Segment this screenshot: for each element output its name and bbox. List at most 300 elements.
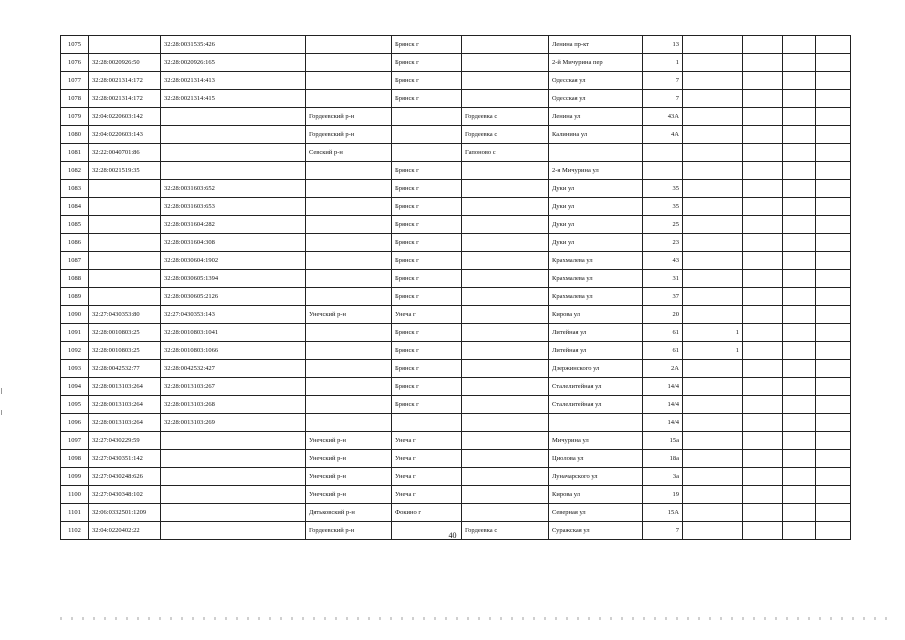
cell-empty	[816, 450, 851, 468]
cell-city: Фокино г	[392, 504, 462, 522]
cell-house: 61	[643, 342, 683, 360]
cell-district	[306, 54, 392, 72]
cell-building	[683, 90, 743, 108]
cell-cadastral-parcel: 32:28:0021314:172	[89, 72, 161, 90]
cell-cadastral-parcel: 32:27:0430353:80	[89, 306, 161, 324]
cell-building	[683, 504, 743, 522]
cell-empty	[783, 468, 816, 486]
cell-empty	[743, 198, 783, 216]
table-row	[61, 90, 851, 108]
cell-house: 4А	[643, 126, 683, 144]
cell-row-number: 1080	[61, 126, 89, 144]
cell-building	[683, 126, 743, 144]
cell-settlement	[462, 504, 549, 522]
cell-empty	[743, 324, 783, 342]
cell-settlement: Гордеевка с	[462, 126, 549, 144]
table-row	[61, 360, 851, 378]
cell-settlement	[462, 198, 549, 216]
cell-street: Дуки ул	[549, 198, 643, 216]
cell-city: Брянск г	[392, 324, 462, 342]
cell-cadastral-parcel: 32:27:0430229:59	[89, 432, 161, 450]
cell-district	[306, 72, 392, 90]
cell-empty	[783, 216, 816, 234]
cell-street: 2-й Мичурина пер	[549, 54, 643, 72]
cell-cadastral-parcel: 32:28:0013103:264	[89, 378, 161, 396]
scan-noise	[60, 617, 890, 620]
cell-city: Брянск г	[392, 72, 462, 90]
cell-settlement	[462, 162, 549, 180]
cell-empty	[783, 324, 816, 342]
cell-empty	[743, 396, 783, 414]
cell-district: Унечский р-н	[306, 450, 392, 468]
cell-cadastral-object: 32:28:0030604:1902	[161, 252, 306, 270]
scan-edge-mark	[1, 388, 2, 394]
cell-empty	[816, 252, 851, 270]
cell-settlement	[462, 486, 549, 504]
cell-street: Крахмалева ул	[549, 288, 643, 306]
cell-house: 37	[643, 288, 683, 306]
cell-settlement	[462, 342, 549, 360]
cell-district	[306, 396, 392, 414]
cell-empty	[783, 252, 816, 270]
cell-empty	[743, 342, 783, 360]
cell-street: Дуки ул	[549, 234, 643, 252]
table-row	[61, 180, 851, 198]
cell-empty	[816, 396, 851, 414]
cell-cadastral-object: 32:28:0030605:2126	[161, 288, 306, 306]
table-row	[61, 252, 851, 270]
cell-row-number: 1100	[61, 486, 89, 504]
cell-empty	[783, 504, 816, 522]
cell-city: Брянск г	[392, 234, 462, 252]
cell-empty	[816, 468, 851, 486]
cell-district	[306, 252, 392, 270]
cell-cadastral-parcel	[89, 180, 161, 198]
cell-city: Унеча г	[392, 432, 462, 450]
cell-empty	[743, 144, 783, 162]
cell-building	[683, 288, 743, 306]
cell-cadastral-parcel	[89, 36, 161, 54]
cell-street: Сталелитейная ул	[549, 378, 643, 396]
cell-empty	[743, 54, 783, 72]
cell-empty	[743, 486, 783, 504]
cell-cadastral-object: 32:28:0021314:415	[161, 90, 306, 108]
cell-cadastral-parcel: 32:04:0220603:142	[89, 108, 161, 126]
cell-empty	[816, 288, 851, 306]
cell-empty	[783, 234, 816, 252]
cell-row-number: 1091	[61, 324, 89, 342]
cell-city: Брянск г	[392, 36, 462, 54]
cell-district	[306, 162, 392, 180]
cell-building	[683, 396, 743, 414]
cell-cadastral-object	[161, 108, 306, 126]
cell-empty	[783, 54, 816, 72]
cell-building	[683, 234, 743, 252]
cell-cadastral-object: 32:28:0010803:1066	[161, 342, 306, 360]
cell-house: 2А	[643, 360, 683, 378]
cell-building	[683, 468, 743, 486]
cell-district	[306, 36, 392, 54]
cell-cadastral-parcel: 32:28:0013103:264	[89, 396, 161, 414]
cell-house	[643, 162, 683, 180]
table-row	[61, 72, 851, 90]
cell-house: 3а	[643, 468, 683, 486]
cell-row-number: 1094	[61, 378, 89, 396]
cell-row-number: 1090	[61, 306, 89, 324]
cell-building: 1	[683, 324, 743, 342]
cell-settlement: Гапоново с	[462, 144, 549, 162]
cell-cadastral-parcel	[89, 288, 161, 306]
cell-row-number: 1088	[61, 270, 89, 288]
cell-row-number: 1097	[61, 432, 89, 450]
cell-cadastral-object: 32:28:0031535:426	[161, 36, 306, 54]
cell-settlement	[462, 72, 549, 90]
table-row	[61, 414, 851, 432]
cell-city: Унеча г	[392, 450, 462, 468]
cell-district: Гордеевский р-н	[306, 108, 392, 126]
cell-district: Унечский р-н	[306, 468, 392, 486]
cell-building	[683, 36, 743, 54]
cell-cadastral-object: 32:28:0013103:268	[161, 396, 306, 414]
cell-house: 15А	[643, 504, 683, 522]
cell-empty	[783, 72, 816, 90]
cell-empty	[783, 414, 816, 432]
cell-row-number: 1076	[61, 54, 89, 72]
cell-street: Калинина ул	[549, 126, 643, 144]
cell-empty	[743, 270, 783, 288]
cell-cadastral-object: 32:28:0031603:652	[161, 180, 306, 198]
cell-street: Сталелитейная ул	[549, 396, 643, 414]
cell-cadastral-parcel: 32:22:0040701:86	[89, 144, 161, 162]
table-row	[61, 396, 851, 414]
cell-street: Одесская ул	[549, 90, 643, 108]
cell-empty	[743, 432, 783, 450]
table-row	[61, 162, 851, 180]
cell-building	[683, 360, 743, 378]
cell-empty	[816, 486, 851, 504]
cell-district	[306, 414, 392, 432]
cell-cadastral-object	[161, 504, 306, 522]
cell-district	[306, 216, 392, 234]
cell-cadastral-parcel: 32:04:0220402:22	[89, 522, 161, 540]
cell-empty	[783, 162, 816, 180]
cell-cadastral-parcel: 32:28:0020926:50	[89, 54, 161, 72]
cell-city: Брянск г	[392, 270, 462, 288]
cell-row-number: 1101	[61, 504, 89, 522]
cell-row-number: 1084	[61, 198, 89, 216]
cell-cadastral-parcel: 32:04:0220603:143	[89, 126, 161, 144]
cell-district	[306, 378, 392, 396]
cell-empty	[816, 306, 851, 324]
cell-row-number: 1095	[61, 396, 89, 414]
cell-cadastral-parcel: 32:28:0013103:264	[89, 414, 161, 432]
table-row	[61, 36, 851, 54]
cell-empty	[816, 126, 851, 144]
cell-house: 43А	[643, 108, 683, 126]
cell-empty	[783, 180, 816, 198]
table-row	[61, 486, 851, 504]
cell-cadastral-parcel	[89, 252, 161, 270]
cell-empty	[816, 432, 851, 450]
cell-cadastral-parcel: 32:28:0042532:77	[89, 360, 161, 378]
cell-building	[683, 54, 743, 72]
cell-cadastral-parcel: 32:28:0010803:25	[89, 324, 161, 342]
cell-city: Брянск г	[392, 180, 462, 198]
cell-cadastral-parcel	[89, 198, 161, 216]
cell-street: Мичурина ул	[549, 432, 643, 450]
cell-empty	[743, 162, 783, 180]
cell-empty	[783, 450, 816, 468]
cell-house: 35	[643, 198, 683, 216]
cell-settlement	[462, 288, 549, 306]
cell-district	[306, 90, 392, 108]
cell-street: Одесская ул	[549, 72, 643, 90]
table-row	[61, 126, 851, 144]
cell-house: 7	[643, 522, 683, 540]
cell-empty	[743, 306, 783, 324]
cell-street: Луначарского ул	[549, 468, 643, 486]
cell-settlement: Гордеевка с	[462, 108, 549, 126]
cell-city: Брянск г	[392, 90, 462, 108]
cell-empty	[816, 144, 851, 162]
cell-street: Кирова ул	[549, 486, 643, 504]
cell-cadastral-parcel: 32:27:0430348:102	[89, 486, 161, 504]
cell-empty	[743, 378, 783, 396]
cell-empty	[743, 288, 783, 306]
cell-house: 61	[643, 324, 683, 342]
cell-building	[683, 414, 743, 432]
cell-cadastral-object: 32:28:0010803:1041	[161, 324, 306, 342]
cell-district: Унечский р-н	[306, 432, 392, 450]
cell-district	[306, 288, 392, 306]
cell-row-number: 1098	[61, 450, 89, 468]
cell-cadastral-object: 32:28:0013103:269	[161, 414, 306, 432]
cell-house: 18а	[643, 450, 683, 468]
cell-row-number: 1079	[61, 108, 89, 126]
cell-city: Унеча г	[392, 306, 462, 324]
cell-district: Унечский р-н	[306, 486, 392, 504]
table-row	[61, 288, 851, 306]
cell-empty	[816, 234, 851, 252]
cell-city: Брянск г	[392, 396, 462, 414]
cell-street: Суражская ул	[549, 522, 643, 540]
cell-empty	[743, 468, 783, 486]
cell-empty	[783, 144, 816, 162]
cell-house: 7	[643, 72, 683, 90]
cell-district	[306, 360, 392, 378]
cell-city: Унеча г	[392, 468, 462, 486]
cell-district	[306, 198, 392, 216]
cell-district: Севский р-н	[306, 144, 392, 162]
cell-street: Ленина пр-кт	[549, 36, 643, 54]
cell-building	[683, 450, 743, 468]
cell-empty	[816, 342, 851, 360]
cell-street: Дзержинского ул	[549, 360, 643, 378]
cell-settlement	[462, 252, 549, 270]
table-row	[61, 468, 851, 486]
cell-empty	[783, 126, 816, 144]
cell-street: Кирова ул	[549, 306, 643, 324]
cell-building	[683, 306, 743, 324]
cell-row-number: 1083	[61, 180, 89, 198]
cell-district	[306, 270, 392, 288]
cell-empty	[783, 270, 816, 288]
cell-street: Дуки ул	[549, 180, 643, 198]
cell-district: Гордеевский р-н	[306, 522, 392, 540]
cell-empty	[783, 432, 816, 450]
cell-empty	[743, 234, 783, 252]
cell-row-number: 1075	[61, 36, 89, 54]
cell-empty	[783, 90, 816, 108]
cell-empty	[783, 288, 816, 306]
cell-row-number: 1078	[61, 90, 89, 108]
cell-cadastral-parcel	[89, 216, 161, 234]
cell-street: 2-я Мичурина ул	[549, 162, 643, 180]
cell-city: Брянск г	[392, 288, 462, 306]
cell-house: 43	[643, 252, 683, 270]
cell-city	[392, 144, 462, 162]
cell-empty	[783, 108, 816, 126]
cell-city: Брянск г	[392, 54, 462, 72]
cell-cadastral-object: 32:28:0020926:165	[161, 54, 306, 72]
cell-building	[683, 108, 743, 126]
cell-house: 31	[643, 270, 683, 288]
cell-building	[683, 378, 743, 396]
cell-settlement	[462, 90, 549, 108]
cell-street: Циолова ул	[549, 450, 643, 468]
cell-cadastral-object: 32:28:0013103:267	[161, 378, 306, 396]
table-row	[61, 54, 851, 72]
cell-settlement	[462, 270, 549, 288]
cell-settlement	[462, 54, 549, 72]
cell-row-number: 1092	[61, 342, 89, 360]
scan-edge-mark	[1, 410, 2, 415]
cell-cadastral-object: 32:28:0031604:282	[161, 216, 306, 234]
cell-cadastral-parcel: 32:28:0021314:172	[89, 90, 161, 108]
cell-empty	[816, 414, 851, 432]
cell-house: 14/4	[643, 378, 683, 396]
cell-building	[683, 180, 743, 198]
cell-house: 13	[643, 36, 683, 54]
table-row	[61, 270, 851, 288]
cell-building	[683, 216, 743, 234]
cell-empty	[816, 108, 851, 126]
table-row	[61, 324, 851, 342]
table-row	[61, 378, 851, 396]
cell-row-number: 1081	[61, 144, 89, 162]
cell-settlement	[462, 36, 549, 54]
cell-empty	[743, 126, 783, 144]
cell-empty	[743, 180, 783, 198]
cell-building: 1	[683, 342, 743, 360]
cell-house: 7	[643, 90, 683, 108]
cell-empty	[743, 90, 783, 108]
cell-cadastral-parcel: 32:27:0430351:142	[89, 450, 161, 468]
cell-settlement	[462, 432, 549, 450]
cell-district: Унечский р-н	[306, 306, 392, 324]
cell-settlement	[462, 324, 549, 342]
cell-empty	[816, 36, 851, 54]
cell-street: Крахмалева ул	[549, 270, 643, 288]
cell-settlement	[462, 378, 549, 396]
cell-cadastral-parcel	[89, 234, 161, 252]
cell-building	[683, 270, 743, 288]
cell-house: 14/4	[643, 414, 683, 432]
cell-empty	[743, 216, 783, 234]
cell-settlement	[462, 414, 549, 432]
cell-empty	[783, 306, 816, 324]
cell-row-number: 1085	[61, 216, 89, 234]
cell-house: 15а	[643, 432, 683, 450]
cell-district	[306, 324, 392, 342]
cell-empty	[783, 36, 816, 54]
cell-cadastral-parcel: 32:06:0332501:1209	[89, 504, 161, 522]
cell-settlement: Гордеевка с	[462, 522, 549, 540]
cell-settlement	[462, 306, 549, 324]
cell-empty	[783, 360, 816, 378]
cell-city: Брянск г	[392, 216, 462, 234]
cell-cadastral-object	[161, 162, 306, 180]
cell-empty	[816, 378, 851, 396]
cell-cadastral-object: 32:28:0042532:427	[161, 360, 306, 378]
cell-empty	[816, 360, 851, 378]
cell-city	[392, 414, 462, 432]
cell-street: Ленина ул	[549, 108, 643, 126]
cell-settlement	[462, 216, 549, 234]
cell-empty	[743, 36, 783, 54]
cell-empty	[816, 270, 851, 288]
table-row	[61, 234, 851, 252]
cell-settlement	[462, 234, 549, 252]
cell-settlement	[462, 468, 549, 486]
cell-street: Литейная ул	[549, 324, 643, 342]
cell-cadastral-object	[161, 432, 306, 450]
cell-house: 19	[643, 486, 683, 504]
cell-empty	[743, 450, 783, 468]
cell-cadastral-object: 32:27:0430353:143	[161, 306, 306, 324]
cell-cadastral-object: 32:28:0031604:308	[161, 234, 306, 252]
cell-empty	[783, 396, 816, 414]
cell-cadastral-object: 32:28:0031603:653	[161, 198, 306, 216]
cell-house: 25	[643, 216, 683, 234]
cell-row-number: 1093	[61, 360, 89, 378]
cell-settlement	[462, 450, 549, 468]
cell-street	[549, 414, 643, 432]
cell-row-number: 1077	[61, 72, 89, 90]
cell-district: Гордеевский р-н	[306, 126, 392, 144]
cell-cadastral-object	[161, 450, 306, 468]
cell-building	[683, 72, 743, 90]
page-number: 40	[448, 531, 457, 540]
cell-city: Брянск г	[392, 162, 462, 180]
cell-row-number: 1086	[61, 234, 89, 252]
cell-street: Дуки ул	[549, 216, 643, 234]
cell-house: 35	[643, 180, 683, 198]
cell-building	[683, 486, 743, 504]
cell-street: Крахмалева ул	[549, 252, 643, 270]
cell-city: Брянск г	[392, 378, 462, 396]
cell-cadastral-parcel	[89, 270, 161, 288]
table-row	[61, 216, 851, 234]
cell-empty	[816, 162, 851, 180]
cell-row-number: 1102	[61, 522, 89, 540]
cell-house	[643, 144, 683, 162]
cell-cadastral-object	[161, 144, 306, 162]
cell-empty	[743, 414, 783, 432]
cell-cadastral-object: 32:28:0030605:1394	[161, 270, 306, 288]
cell-district	[306, 342, 392, 360]
cell-row-number: 1099	[61, 468, 89, 486]
